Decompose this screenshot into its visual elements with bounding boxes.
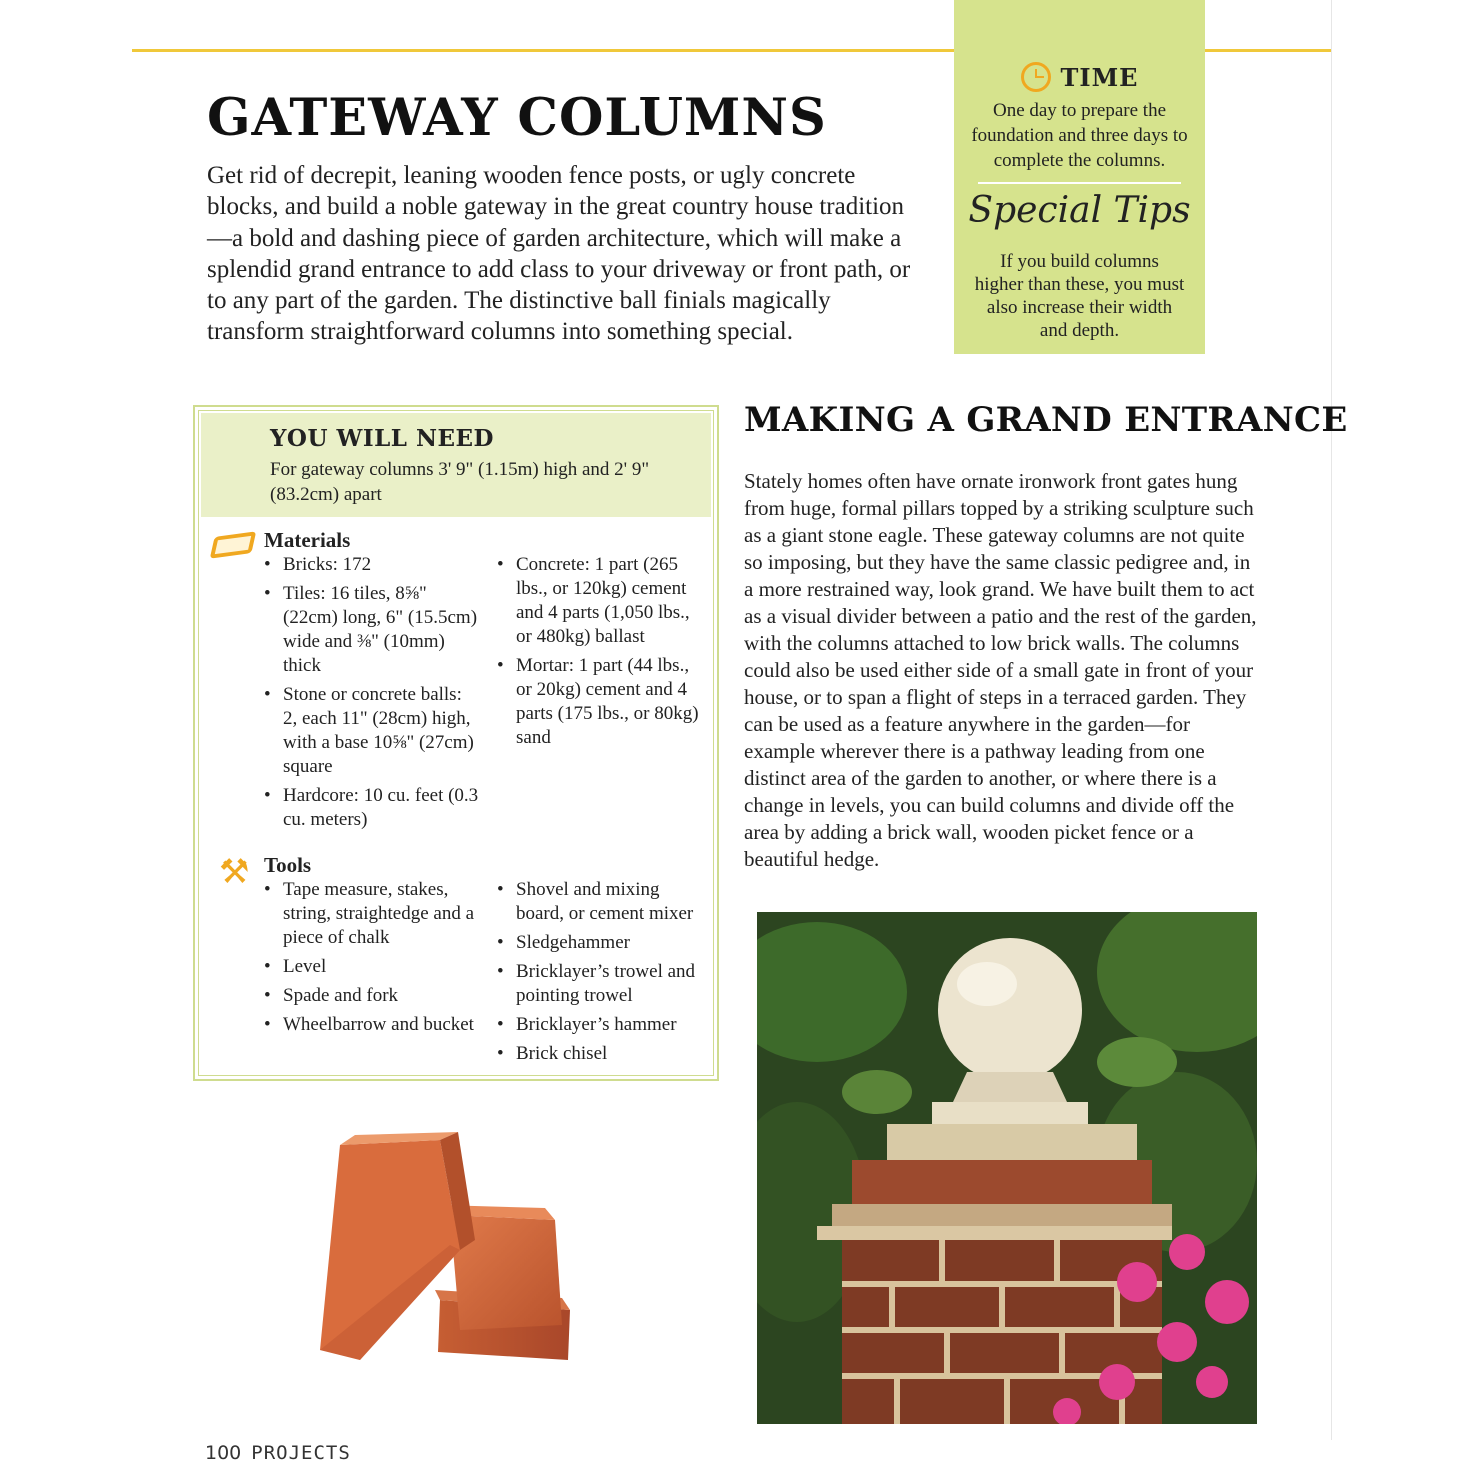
tools-list-right: [497, 878, 707, 1071]
section-heading: MAKING A GRAND ENTRANCE: [744, 400, 1348, 440]
tip-divider: [978, 182, 1181, 184]
you-will-need-box: [193, 405, 719, 1081]
materials-heading: Materials: [264, 528, 351, 552]
tools-icon: ⚒: [219, 852, 250, 892]
bricks-image: [300, 1130, 590, 1380]
page-number: 100: [205, 1442, 242, 1464]
list-item: • Hardcore: 10 cu. feet (0.3 cu. meters): [264, 784, 479, 832]
tools-heading: Tools: [264, 853, 312, 877]
footer-section: PROJECTS: [251, 1442, 351, 1464]
intro-paragraph: Get rid of decrepit, leaning wooden fence posts, or ugly concrete blocks, and build a noble gateway in the great country house tradition—a bold and dashing piece of garden architecture, which will make a splendid grand entrance to add class to your driveway or front path, or to any part of the garden. The distinctive ball finials magically transform straightforward columns into something special.: [207, 162, 911, 346]
need-header-band: [201, 413, 711, 517]
page-footer: [205, 1442, 351, 1464]
tools-list-left: [264, 878, 479, 1042]
list-item: • Spade and fork: [264, 984, 479, 1008]
pillar-photo: [757, 912, 1257, 1424]
brick-icon: [210, 531, 257, 558]
time-label: TIME: [1060, 62, 1139, 92]
list-item: • Tiles: 16 tiles, 8⅝" (22cm) long, 6" (15.5cm) wide and ⅜" (10mm) thick: [264, 582, 479, 678]
need-title: YOU WILL NEED: [270, 425, 494, 452]
materials-list-right: [497, 553, 702, 755]
clock-icon: [1021, 62, 1051, 92]
page-title: GATEWAY COLUMNS: [207, 88, 827, 148]
list-item: • Sledgehammer: [497, 931, 707, 955]
time-tips-box: [954, 0, 1205, 354]
special-tips-text: If you build columns higher than these, you must also increase their width and depth.: [974, 251, 1185, 341]
page-edge-line: [1331, 0, 1332, 1440]
list-item: • Wheelbarrow and bucket: [264, 1013, 479, 1037]
need-subtitle: For gateway columns 3' 9" (1.15m) high and 2' 9" (83.2cm) apart: [270, 459, 650, 505]
materials-list-left: [264, 553, 479, 837]
time-text: One day to prepare the foundation and three days to complete the columns.: [971, 100, 1188, 171]
time-header: [954, 62, 1205, 92]
list-item: • Brick chisel: [497, 1042, 707, 1066]
list-item: • Bricks: 172: [264, 553, 479, 577]
list-item: • Mortar: 1 part (44 lbs., or 20kg) cement and 4 parts (175 lbs., or 80kg) sand: [497, 654, 702, 750]
list-item: • Bricklayer’s trowel and pointing trowel: [497, 960, 707, 1008]
list-item: • Stone or concrete balls: 2, each 11" (28cm) high, with a base 10⅝" (27cm) square: [264, 683, 479, 779]
list-item: • Shovel and mixing board, or cement mixer: [497, 878, 707, 926]
list-item: • Tape measure, stakes, string, straightedge and a piece of chalk: [264, 878, 479, 950]
list-item: • Concrete: 1 part (265 lbs., or 120kg) cement and 4 parts (1,050 lbs., or 480kg) ballast: [497, 553, 702, 649]
list-item: • Bricklayer’s hammer: [497, 1013, 707, 1037]
list-item: • Level: [264, 955, 479, 979]
section-body: Stately homes often have ornate ironwork front gates hung from huge, formal pillars topped by a striking sculpture such as a giant stone eagle. These gateway columns are not quite so imposing, but they have the same classic pedigree and, in a more restrained way, look grand. We have built them to act as a visual divider between a patio and the rest of the garden, with the columns attached to low brick walls. The columns could also be used either side of a small gate in front of your house, or to span a flight of steps in a terraced garden. They can be used as a feature anywhere in the garden—for example wherever there is a pathway leading from one distinct area of the garden to another, or where there is a change in levels, you can build columns and divide off the area by adding a brick wall, wooden picket fence or a beautiful hedge.: [744, 469, 1257, 871]
special-tips-heading: Special Tips: [968, 190, 1191, 231]
